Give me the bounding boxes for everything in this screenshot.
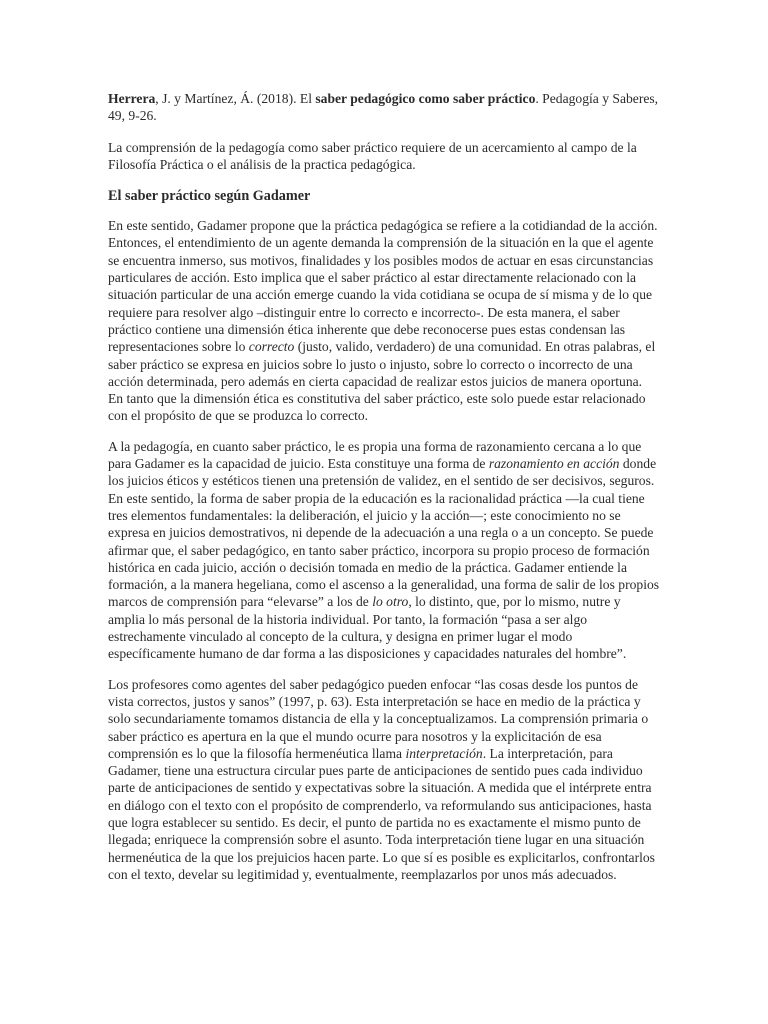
paragraph-2 — [108, 438, 660, 663]
paragraph-2-italic-lo-otro: lo otro — [372, 594, 409, 610]
paragraph-3-italic-interpretacion: interpretación — [405, 745, 483, 761]
paragraph-3-text-b: . La interpretación, para Gadamer, tiene una estructura circular pues parte de anticipaciones de sentido pues cada individuo parte de anticipaciones de sentido y expectativas sobre la situación. A medida que el intérprete entra en diálogo con el texto con el propósito de comprenderlo, va reformulando sus anticipaciones, hasta que logra establecer su sentido. Es decir, el punto de partida no es exactamente el mismo punto de llegada; enriquece la comprensión sobre el asunto. Toda interpretación tiene lugar en una situación hermenéutica de la que los prejuicios hacen parte. Lo que sí es posible es explicitarlos, confrontarlos con el texto, develar su legitimidad y, eventualmente, reemplazarlos por unos más adecuados. — [108, 745, 655, 882]
citation-author: Herrera — [108, 91, 156, 106]
paragraph-2-text-a: A la pedagogía, en cuanto saber práctico, le es propia una forma de razonamiento cercana a lo que para Gadamer es la capacidad de juicio. Esta constituye una forma de — [108, 438, 642, 472]
paragraph-1-text-b: (justo, valido, verdadero) de una comunidad. En otras palabras, el saber práctico se expresa en juicios sobre lo justo o injusto, sobre lo correcto o incorrecto de una acción determinada, pero además en cierta capacidad de realizar estos juicios de manera oportuna. En tanto que la dimensión ética es constitutiva del saber práctico, este solo puede estar relacionado con el propósito de que se produzca lo correcto. — [108, 339, 656, 424]
paragraph-1 — [108, 217, 660, 425]
citation-journal: . Pedagogía y Saberes, 49, 9-26. — [108, 91, 659, 124]
paragraph-2-italic-razonamiento: razonamiento en acción — [488, 456, 620, 472]
citation — [108, 90, 660, 125]
paragraph-3 — [108, 676, 660, 884]
section-heading: El saber práctico según Gadamer — [108, 188, 311, 205]
intro-paragraph: La comprensión de la pedagogía como saber práctico requiere de un acercamiento al campo de la Filosofía Práctica o el análisis de la practica pedagógica. — [108, 139, 637, 172]
paragraph-1-text-a: En este sentido, Gadamer propone que la práctica pedagógica se refiere a la cotidiandad de la acción. Entonces, el entendimiento de un agente demanda la comprensión de la situación en la que el agente se encuentra inmerso, sus motivos, finalidades y los posibles modos de actuar en esas circunstancias particulares de acción. Esto implica que el saber práctico al estar directamente relacionado con la situación particular de una acción emerge cuando la vida cotidiana se ocupa de sí misma y de lo que requiere para resolver algo –distinguir entre lo correcto e incorrecto-. De esta manera, el saber práctico contiene una dimensión ética inherente que debe reconocerse pues estas condensan las representaciones sobre lo — [108, 218, 658, 355]
citation-author-rest: , J. y Martínez, Á. (2018). El — [155, 91, 316, 106]
paragraph-3-text-a: Los profesores como agentes del saber pedagógico pueden enfocar “las cosas desde los puntos de vista correctos, justos y sanos” (1997, p. 63). Esta interpretación se hace en medio de la práctica y solo secundariamente tomamos distancia de ella y la conceptualizamos. La comprensión primaria o saber práctico es apertura en la que el mundo ocurre para nosotros y la explicitación de esa comprensión es lo que la filosofía hermenéutica llama — [108, 676, 649, 761]
document-page — [108, 90, 660, 896]
paragraph-2-text-c: , lo distinto, que, por lo mismo, nutre y amplia lo más personal de la historia individual. Por tanto, la formación “pasa a ser algo estrechamente vinculado al concepto de la cultura, y designa en primer lugar el modo específicamente humano de dar forma a las disposiciones y capacidades naturales del hombre”. — [108, 594, 627, 662]
paragraph-1-italic-correcto: correcto — [248, 339, 295, 355]
paragraph-2-text-b: donde los juicios éticos y estéticos tienen una pretensión de validez, en el sentido de ser decisivos, seguros. En este sentido, la forma de saber propia de la educación es la racionalidad práctica —la cual tiene tres elementos fundamentales: la deliberación, el juicio y la acción—; este conocimiento no se expresa en juicios demostrativos, ni depende de la adecuación a una regla o a un concepto. Se puede afirmar que, el saber pedagógico, en tanto saber práctico, incorpora su propio proceso de formación histórica en cada juicio, acción o decisión tomada en medio de la práctica. Gadamer entiende la formación, a la manera hegeliana, como el ascenso a la generalidad, una forma de salir de los propios marcos de comprensión para “elevarse” a los de — [108, 456, 660, 610]
citation-title: saber pedagógico como saber práctico — [315, 91, 536, 106]
